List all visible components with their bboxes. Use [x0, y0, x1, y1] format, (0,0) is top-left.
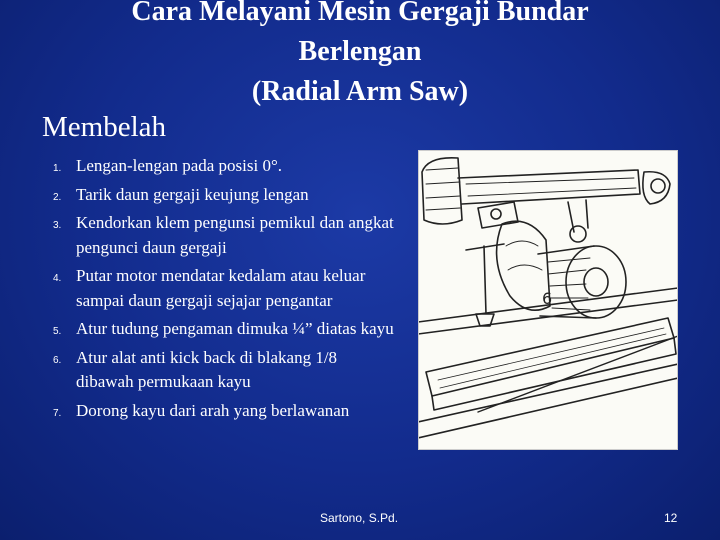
- title-line-1: Cara Melayani Mesin Gergaji Bundar: [131, 0, 589, 27]
- list-item: [44, 317, 394, 342]
- footer-author: Sartono, S.Pd.: [320, 511, 399, 525]
- step-number: 4.: [53, 273, 62, 284]
- list-item: [44, 346, 394, 395]
- list-item: [44, 183, 394, 208]
- step-number: 3.: [53, 220, 62, 231]
- slide-title: [60, 0, 660, 112]
- title-line-2: Berlengan: [298, 36, 422, 67]
- step-number: 7.: [53, 407, 62, 419]
- step-text: Kendorkan klem pengunsi pemikul dan angkat pengunci daun gergaji: [76, 213, 394, 257]
- step-text: Putar motor mendatar kedalam atau keluar sampai daun gergaji sejajar pengantar: [76, 266, 366, 310]
- list-item: [44, 264, 394, 313]
- step-text: Tarik daun gergaji keujung lengan: [76, 184, 309, 204]
- overarm-sketch: [458, 170, 640, 204]
- step-text: Dorong kayu dari arah yang berlawanan: [76, 400, 350, 420]
- step-text: Atur alat anti kick back di blakang 1/8 dibawah permukaan kayu: [76, 347, 338, 391]
- title-line-3: (Radial Arm Saw): [251, 76, 469, 107]
- saw-sketch: [418, 150, 678, 450]
- step-text: Atur tudung pengaman dimuka ¼” diatas kayu: [76, 319, 394, 338]
- step-number: 2.: [53, 191, 62, 203]
- footer-page-number: 12: [664, 511, 678, 525]
- step-number: 6.: [53, 354, 62, 366]
- list-item: [44, 154, 394, 179]
- svg-text:6: 6: [542, 289, 553, 308]
- slide-subtitle: Membelah: [42, 111, 167, 143]
- step-number: 5.: [53, 326, 62, 337]
- radial-arm-saw-illustration: [418, 150, 678, 450]
- step-number: 1.: [53, 163, 62, 174]
- list-item: [44, 211, 394, 260]
- steps-list: [44, 154, 394, 427]
- list-item: [44, 399, 394, 424]
- step-text: Lengan-lengan pada posisi 0°.: [76, 156, 283, 175]
